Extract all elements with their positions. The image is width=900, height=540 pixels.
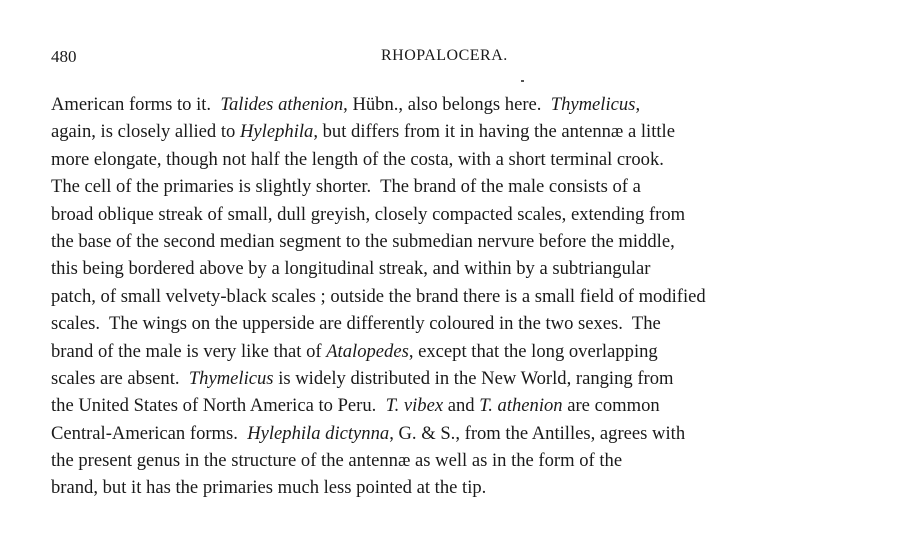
italic-taxon-name: Thymelicus	[188, 367, 274, 389]
body-paragraph	[51, 91, 856, 502]
italic-taxon-name: T. vibex	[385, 395, 444, 417]
italic-taxon-name: Thymelicus	[550, 94, 636, 115]
text-line	[51, 392, 856, 419]
text-run: , except that the long overlapping	[408, 340, 658, 362]
text-run: is widely distributed in the New World, ranging from	[273, 367, 674, 389]
text-line	[51, 255, 856, 282]
text-run: again, is closely allied to	[51, 121, 240, 143]
text-line	[51, 447, 856, 474]
text-run: the United States of North America to Peru.	[51, 395, 386, 417]
text-line	[51, 91, 856, 118]
text-run: , but differs from it in having the antennæ a little	[313, 121, 675, 143]
text-line	[51, 338, 856, 365]
text-run: and	[443, 395, 480, 417]
text-run: Central-American forms.	[51, 422, 248, 444]
text-line	[51, 146, 856, 173]
italic-taxon-name: Hylephila dictynna	[247, 422, 390, 444]
text-line	[51, 474, 856, 501]
italic-taxon-name: Atalopedes	[326, 340, 409, 362]
text-line	[51, 173, 856, 200]
text-run: brand of the male is very like that of	[51, 340, 327, 362]
section-title: RHOPALOCERA.	[381, 47, 508, 64]
text-run: are common	[562, 395, 660, 417]
text-run: patch, of small velvety-black scales ; outside the brand there is a small field of modified	[51, 285, 706, 307]
text-run: the base of the second median segment to the submedian nervure before the middle,	[51, 230, 675, 252]
text-line	[51, 228, 856, 255]
text-run: this being bordered above by a longitudinal streak, and within by a subtriangular	[51, 258, 651, 280]
text-line	[51, 365, 856, 392]
text-run: brand, but it has the primaries much less pointed at the tip.	[51, 477, 487, 499]
text-run: , G. & S., from the Antilles, agrees with	[389, 422, 686, 444]
text-line	[51, 201, 856, 228]
text-run: broad oblique streak of small, dull greyish, closely compacted scales, extending from	[51, 203, 686, 225]
print-speck	[521, 80, 524, 82]
text-line	[51, 283, 856, 310]
text-run: the present genus in the structure of the antennæ as well as in the form of the	[51, 450, 623, 472]
text-run: scales. The wings on the upperside are differently coloured in the two sexes. The	[51, 313, 661, 335]
italic-taxon-name: T. athenion	[479, 395, 563, 417]
italic-taxon-name: Talides athenion	[220, 94, 344, 115]
text-run: , Hübn., also belongs here.	[343, 94, 551, 115]
text-line	[51, 310, 856, 337]
text-run: The cell of the primaries is slightly shorter. The brand of the male consists of a	[51, 176, 641, 198]
text-line	[51, 420, 856, 447]
text-run: ,	[635, 94, 641, 115]
page-number: 480	[51, 47, 77, 66]
text-run: scales are absent.	[51, 367, 189, 389]
running-head	[51, 47, 851, 71]
italic-taxon-name: Hylephila	[240, 121, 314, 143]
text-run: American forms to it.	[51, 94, 221, 115]
text-line	[51, 118, 856, 145]
text-run: more elongate, though not half the length of the costa, with a short terminal crook.	[51, 148, 664, 170]
